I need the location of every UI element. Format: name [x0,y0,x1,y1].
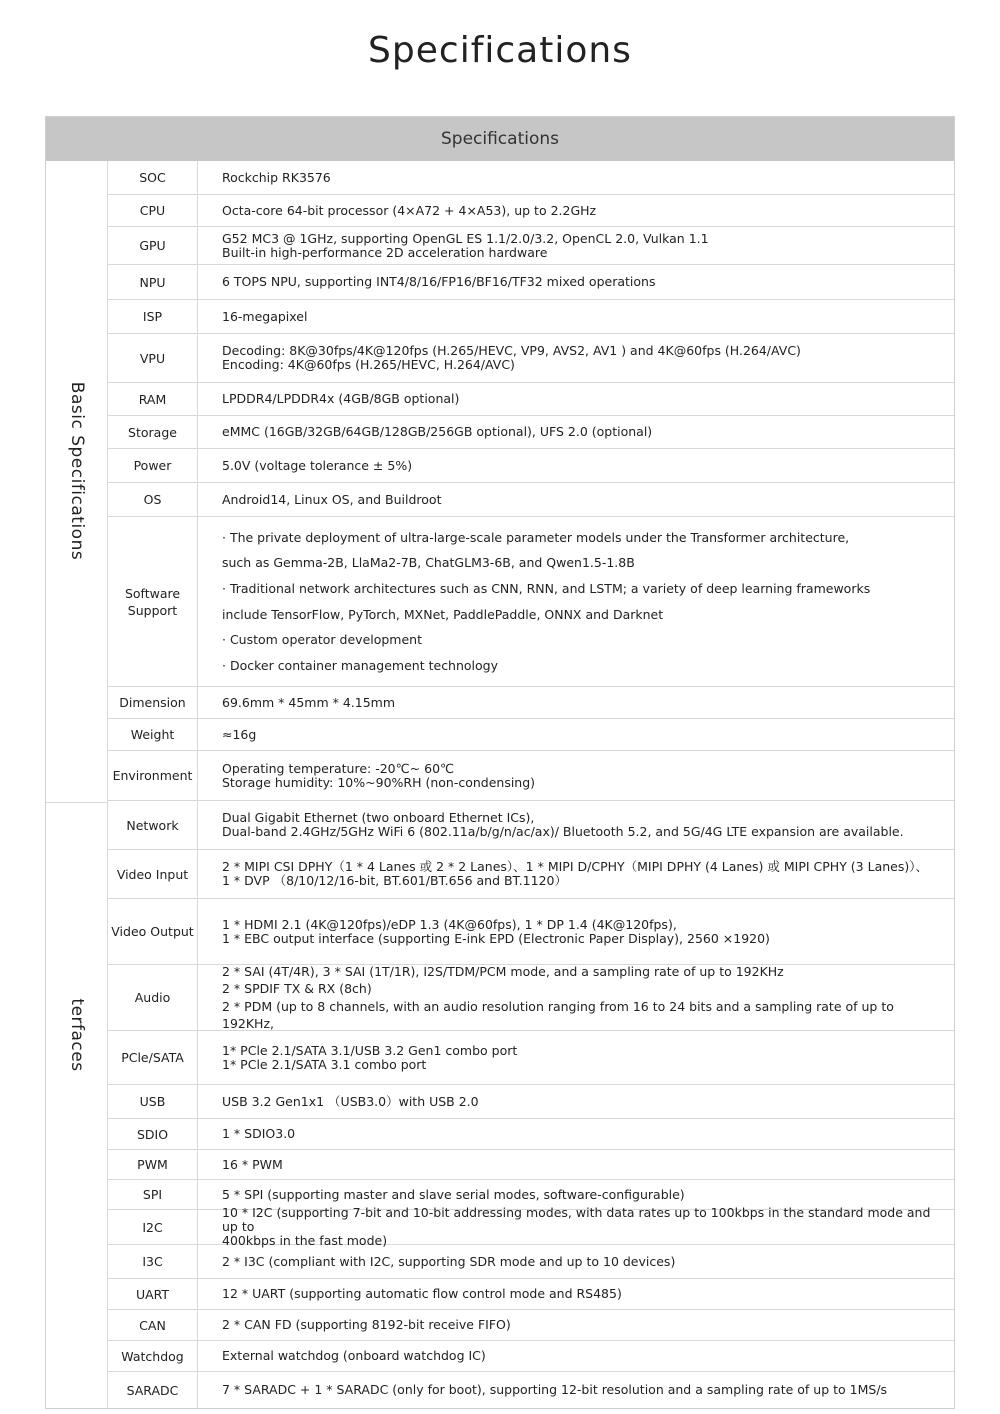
spec-row-value [222,965,944,1030]
spec-row-label: SPI [108,1180,198,1209]
spec-row-label: VPU [108,334,198,382]
spec-value-line: 2 * SPDIF TX & RX (8ch) [222,981,372,996]
spec-value-line: G52 MC3 @ 1GHz, supporting OpenGL ES 1.1/2.0/3.2, OpenCL 2.0, Vulkan 1.1 [222,230,709,246]
spec-value-line: Built-in high-performance 2D acceleration hardware [222,244,548,260]
spec-row-value [222,195,944,226]
spec-value-line: 1* PCle 2.1/SATA 3.1/USB 3.2 Gen1 combo port [222,1042,518,1058]
spec-value-line: such as Gemma-2B, LlaMa2-7B, ChatGLM3-6B, and Qwen1.5-1.8B [222,555,635,571]
spec-row-value [222,334,944,382]
spec-row [108,416,954,449]
spec-row-label: SARADC [108,1372,198,1408]
spec-value-line: 69.6mm * 45mm * 4.15mm [222,694,396,710]
spec-row-label: RAM [108,383,198,415]
spec-row [108,801,954,850]
spec-row-label: GPU [108,227,198,264]
spec-value-line: Dual Gigabit Ethernet (two onboard Ethernet ICs), [222,810,535,825]
spec-row [108,1372,954,1408]
spec-value-line: · The private deployment of ultra-large-scale parameter models under the Transformer architecture, [222,529,850,545]
spec-row [108,383,954,416]
spec-value-line: USB 3.2 Gen1x1 （USB3.0）with USB 2.0 [222,1093,479,1109]
spec-row-label: ISP [108,300,198,333]
spec-row [108,227,954,265]
group-column-basic [46,161,108,802]
spec-value-line: 5.0V (voltage tolerance ± 5%) [222,457,413,473]
spec-row-label: Video Output [108,899,198,964]
spec-value-line: · Traditional network architectures such as CNN, RNN, and LSTM; a variety of deep learning frameworks [222,580,871,596]
spec-value-line: 1 * HDMI 2.1 (4K@120fps)/eDP 1.3 (4K@60fps), 1 * DP 1.4 (4K@120fps), [222,916,677,932]
spec-value-line: ≈16g [222,726,257,742]
spec-row [108,719,954,751]
spec-value-line: · Docker container management technology [222,657,499,673]
spec-value-line: 1 * SDIO3.0 [222,1126,296,1141]
spec-value-line: 2 * CAN FD (supporting 8192-bit receive FIFO) [222,1317,511,1332]
spec-value-line: Encoding: 4K@60fps (H.265/HEVC, H.264/AVC) [222,357,515,372]
spec-value-line: 16 * PWM [222,1156,283,1172]
spec-row-label: Dimension [108,687,198,718]
spec-row-value [222,227,944,264]
spec-row-label: Video Input [108,850,198,898]
spec-value-line: 2 * SAI (4T/4R), 3 * SAI (1T/1R), I2S/TDM/PCM mode, and a sampling rate of up to 192KHz [222,963,784,979]
spec-row [108,1205,954,1248]
spec-row [108,899,954,965]
spec-value-line: 1 * EBC output interface (supporting E-ink EPD (Electronic Paper Display), 2560 ×1920) [222,930,770,946]
spec-value-line: 400kbps in the fast mode) [222,1233,388,1248]
group-column-interfaces [46,802,108,1408]
spec-row-value [222,265,944,299]
spec-row [108,1150,954,1180]
spec-value-line: 2 * I3C (compliant with I2C, supporting SDR mode and up to 10 devices) [222,1253,676,1269]
spec-row-value [222,1341,944,1371]
spec-row [108,265,954,300]
spec-row [108,483,954,517]
spec-row-label: I3C [108,1245,198,1278]
spec-row [108,1279,954,1310]
spec-row-value [222,751,944,800]
spec-row-label: Software Support [108,517,198,686]
spec-row-value [222,1245,944,1278]
spec-row-value [222,383,944,415]
spec-row [108,1341,954,1372]
spec-row [108,1031,954,1085]
spec-value-line: Octa-core 64-bit processor (4×A72 + 4×A53), up to 2.2GHz [222,202,597,218]
spec-row-label: I2C [108,1210,198,1244]
spec-row-label: SDIO [108,1119,198,1149]
spec-row-label: NPU [108,265,198,299]
spec-row [108,195,954,227]
spec-row-value [222,1310,944,1340]
spec-row-label: CAN [108,1310,198,1340]
spec-value-line: Operating temperature: -20℃~ 60℃ [222,760,455,776]
spec-row [108,1119,954,1150]
spec-row-value [222,687,944,718]
spec-row [108,850,954,899]
spec-row-label: UART [108,1279,198,1309]
spec-value-line: 2 * MIPI CSI DPHY（1 * 4 Lanes 或 2 * 2 Lanes）、1 * MIPI D/CPHY（MIPI DPHY (4 Lanes) 或 MIPI CPHY (3 Lanes)）、 [222,859,928,874]
spec-value-line: 12 * UART (supporting automatic flow control mode and RS485) [222,1286,622,1301]
spec-row [108,1085,954,1119]
spec-row-label: Network [108,801,198,849]
spec-value-line: 1* PCle 2.1/SATA 3.1 combo port [222,1056,427,1072]
spec-row [108,449,954,483]
spec-row-value [222,801,944,849]
spec-row [108,334,954,383]
spec-value-line: include TensorFlow, PyTorch, MXNet, PaddlePaddle, ONNX and Darknet [222,606,664,622]
spec-row-value [222,1085,944,1118]
group-label-interfaces: terfaces [67,998,87,1072]
spec-row-value [222,483,944,516]
page-title: Specifications [368,30,632,71]
group-label-basic: Basic Specifications [67,381,87,561]
spec-row-label: Environment [108,751,198,800]
spec-row [108,965,954,1031]
spec-value-line: Storage humidity: 10%~90%RH (non-condensing) [222,774,536,790]
spec-row-value [222,899,944,964]
spec-row-label: Power [108,449,198,482]
spec-value-line: External watchdog (onboard watchdog IC) [222,1348,486,1363]
spec-table [45,116,955,1409]
spec-row-label: OS [108,483,198,516]
spec-value-line: · Custom operator development [222,632,422,648]
spec-row-value [222,449,944,482]
spec-row [108,161,954,195]
spec-row-value [222,1279,944,1309]
table-header: Specifications [46,117,954,161]
spec-row-label: Audio [108,965,198,1030]
spec-row-value [222,517,944,686]
spec-row-label: PCle/SATA [108,1031,198,1084]
spec-row [108,517,954,687]
spec-value-line: Decoding: 8K@30fps/4K@120fps (H.265/HEVC, VP9, AVS2, AV1 ) and 4K@60fps (H.264/AVC) [222,343,801,358]
spec-row-label: CPU [108,195,198,226]
spec-row-value [222,1205,944,1248]
spec-row-value [222,416,944,448]
spec-value-line: 16-megapixel [222,308,308,324]
spec-row [108,751,954,801]
spec-row-value [222,719,944,750]
spec-row [108,300,954,334]
spec-value-line: 10 * I2C (supporting 7-bit and 10-bit addressing modes, with data rates up to 100kbps in the standard mode and up to [222,1205,931,1234]
spec-row-value [222,1150,944,1179]
spec-row-value [222,161,944,194]
spec-row-value [222,850,944,898]
spec-row-label: PWM [108,1150,198,1179]
spec-row-value [222,300,944,333]
spec-value-line: 2 * PDM (up to 8 channels, with an audio resolution ranging from 16 to 24 bits and a sampling rate of up to 192KHz, [222,998,894,1031]
spec-row [108,1245,954,1279]
spec-row [108,687,954,719]
spec-value-line: eMMC (16GB/32GB/64GB/128GB/256GB optional), UFS 2.0 (optional) [222,424,653,439]
spec-value-line: Android14, Linux OS, and Buildroot [222,491,442,507]
spec-value-line: Rockchip RK3576 [222,169,331,185]
spec-row-label: SOC [108,161,198,194]
spec-value-line: LPDDR4/LPDDR4x (4GB/8GB optional) [222,391,460,406]
spec-row-label: Weight [108,719,198,750]
spec-row-value [222,1119,944,1149]
spec-row-label: USB [108,1085,198,1118]
spec-row [108,1310,954,1341]
spec-value-line: 6 TOPS NPU, supporting INT4/8/16/FP16/BF16/TF32 mixed operations [222,274,656,289]
spec-value-line: 1 * DVP （8/10/12/16-bit, BT.601/BT.656 and BT.1120） [222,873,567,888]
spec-row-label: Storage [108,416,198,448]
spec-value-line: 7 * SARADC + 1 * SARADC (only for boot), supporting 12-bit resolution and a sampling rate of up to 1MS/s [222,1382,888,1397]
spec-row-value [222,1372,944,1408]
spec-row-label: Watchdog [108,1341,198,1371]
spec-value-line: 5 * SPI (supporting master and slave serial modes, software-configurable) [222,1186,685,1202]
spec-value-line: Dual-band 2.4GHz/5GHz WiFi 6 (802.11a/b/g/n/ac/ax)/ Bluetooth 5.2, and 5G/4G LTE expansion are available. [222,824,904,839]
spec-row-value [222,1031,944,1084]
